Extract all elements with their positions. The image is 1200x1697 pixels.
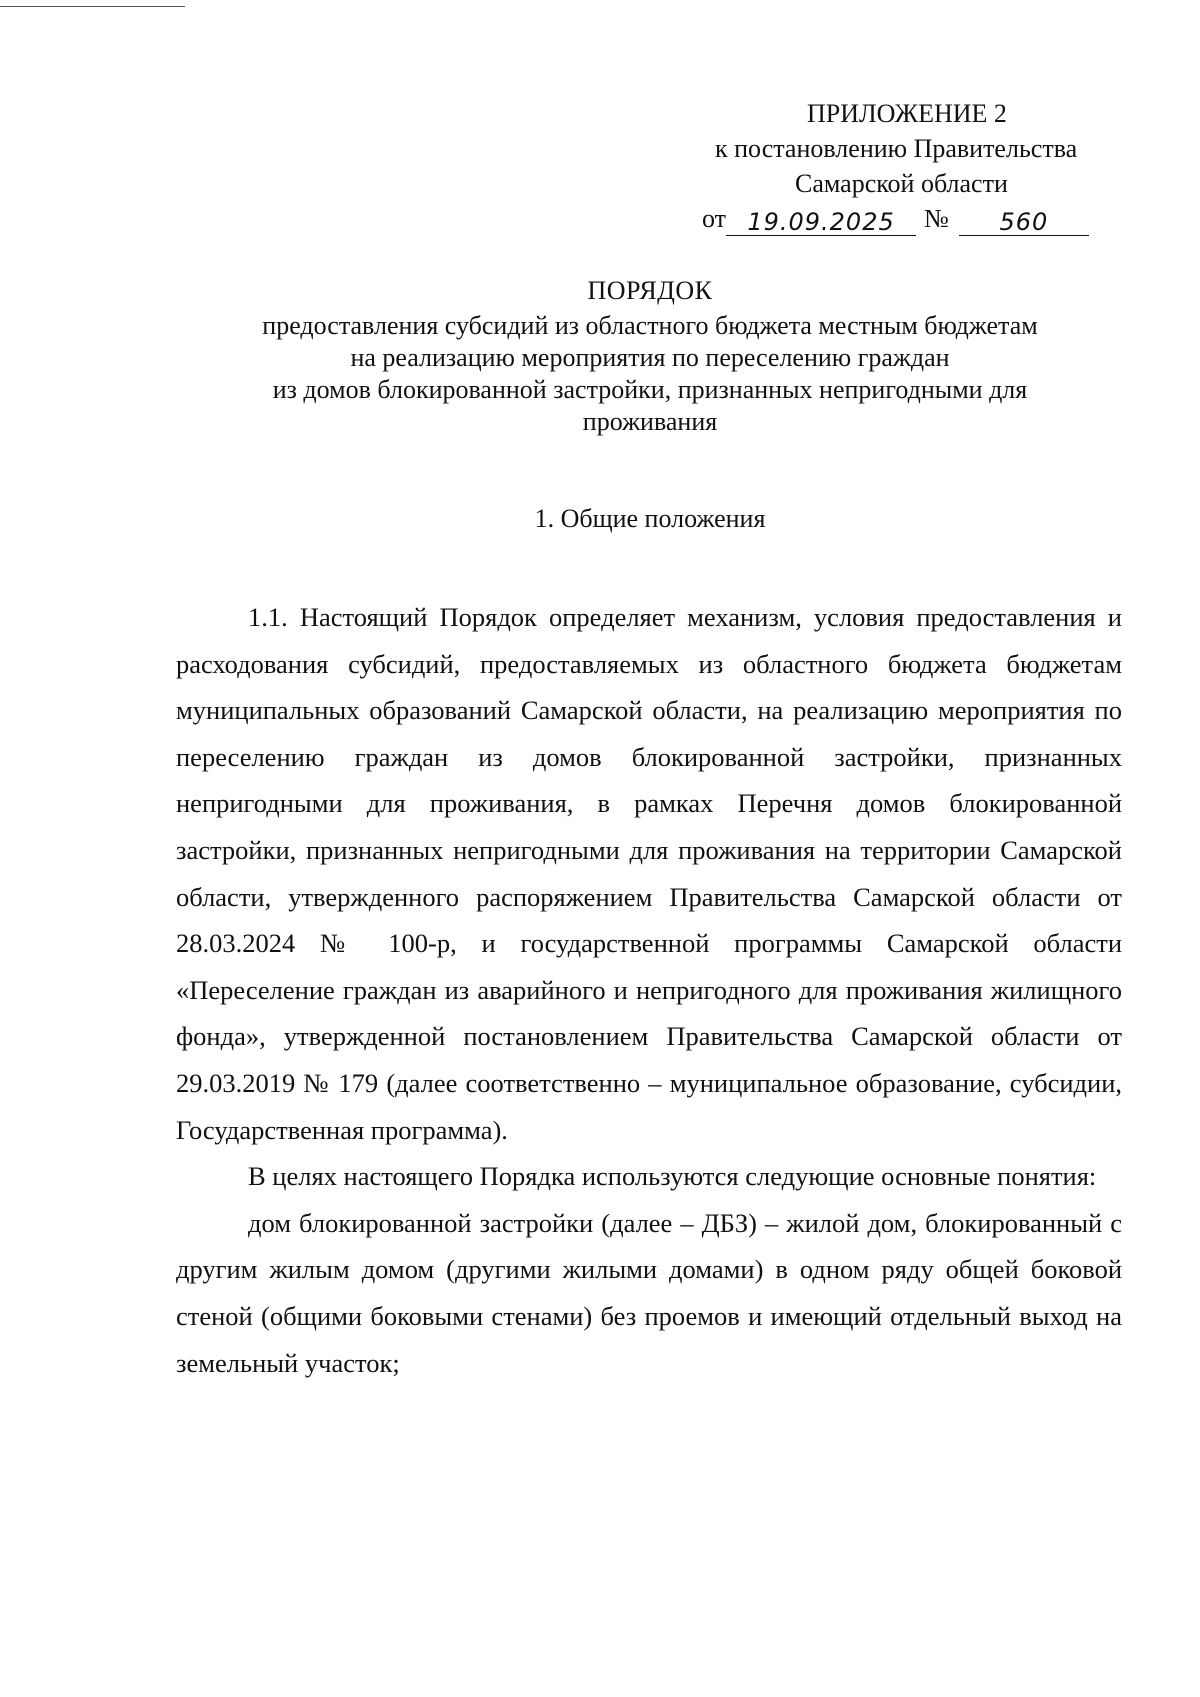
paragraph-definitions-intro: В целях настоящего Порядка используются следующие основные понятия: [248,1161,1097,1192]
handwritten-date: 19.09.2025 [726,209,916,236]
paragraph-1-1: 1.1. Настоящий Порядок определяет механизм, условия предоставления и расходования субсидий, предоставляемых из областного бюджета бюджетам муниципальных образований Самарской области, на реализацию мероприятия по переселению граждан из домов блокированной застройки, признанных непригодными для проживания, в рамках Перечня домов блокированной застройки, признанных непригодными для проживания на территории Самарской области, утвержденного распоряжением Правительства Самарской области от 28.03.2024 № 100-р, и государственной программы Самарской области «Переселение граждан из аварийного и непригодного для проживания жилищного фонда», утвержденной постановлением Правительства Самарской области от 29.03.2019 № 179 (далее соответственно – муниципальное образование, субсидии, Государственная программа). [176,602,1122,1145]
heading-line-1: предоставления субсидий из областного бюджета местным бюджетам [262,311,1038,340]
heading-line-3: из домов блокированной застройки, признанных непригодными для [272,375,1028,404]
number-label: № [924,204,949,233]
appendix-region: Самарской области [795,169,1008,198]
handwritten-number: 560 [959,209,1089,236]
appendix-reference: к постановлению Правительства [715,134,1078,163]
document-title: ПОРЯДОК [587,276,713,305]
heading-line-4: проживания [582,407,718,436]
appendix-block [640,96,1140,236]
scan-edge-line [0,6,185,7]
body-text [176,594,1122,1386]
paragraph-dbz-definition: дом блокированной застройки (далее – ДБЗ) – жилой дом, блокированный с другим жилым домом (другими жилыми домами) в одном ряду общей боковой стеной (общими боковыми стенами) без проемов и имеющий отдельный выход на земельный участок; [176,1207,1122,1378]
section-title: 1. Общие положения [534,504,766,533]
appendix-title: ПРИЛОЖЕНИЕ 2 [807,99,1007,128]
from-label: от [702,204,727,233]
appendix-date-number-line [640,201,1140,236]
document-heading [180,275,1120,438]
heading-line-2: на реализацию мероприятия по переселению граждан [350,343,950,372]
